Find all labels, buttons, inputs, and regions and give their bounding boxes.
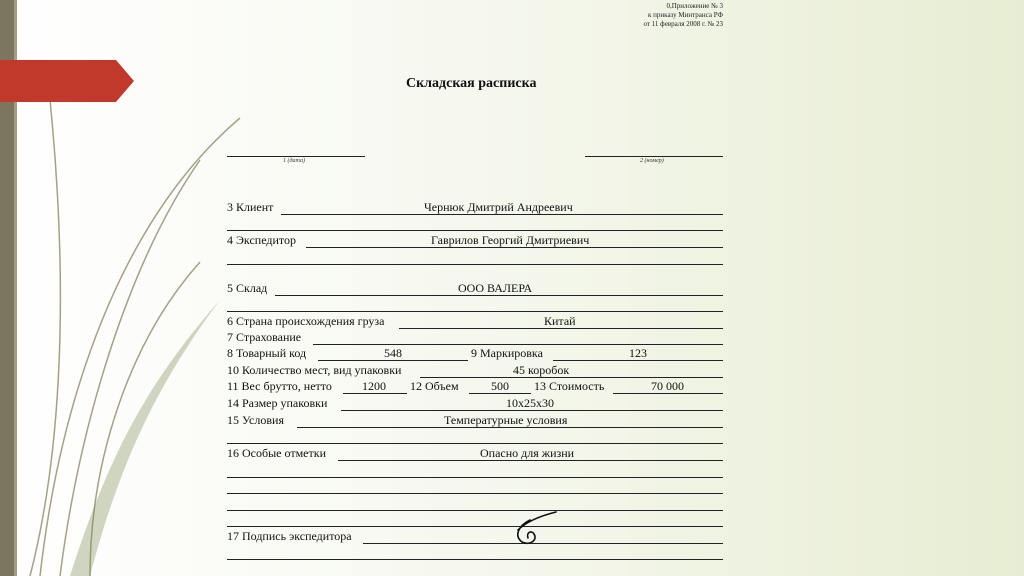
gross-label: 11 Вес брутто, нетто: [227, 379, 332, 393]
marking-label: 9 Маркировка: [471, 346, 543, 360]
signature-image: [512, 508, 564, 548]
warehouse-extra-line: [227, 311, 723, 312]
notes-label: 16 Особые отметки: [227, 446, 326, 460]
reference-line-2: к приказу Минтранса РФ: [648, 11, 723, 19]
origin-value: Китай: [544, 314, 576, 328]
document-title: Складская расписка: [406, 76, 537, 91]
reference-line-3: от 11 февраля 2008 г. № 23: [643, 20, 723, 28]
forwarder-value: Гаврилов Георгий Дмитриевич: [431, 233, 590, 247]
marking-value: 123: [629, 346, 647, 360]
number-line: [585, 156, 723, 157]
notes-extra-line-1: [227, 477, 723, 478]
code-value: 548: [384, 346, 402, 360]
quantity-label: 10 Количество мест, вид упаковки: [227, 363, 402, 377]
notes-extra-line-3: [227, 510, 723, 511]
conditions-value: Температурные условия: [444, 413, 568, 427]
notes-extra-line-4: [227, 526, 723, 527]
origin-label: 6 Страна происхождения груза: [227, 314, 385, 328]
signature-label: 17 Подпись экспедитора: [227, 529, 352, 543]
warehouse-value: ООО ВАЛЕРА: [458, 281, 533, 295]
conditions-label: 15 Условия: [227, 413, 284, 427]
forwarder-extra-line: [227, 264, 723, 265]
client-value: Чернюк Дмитрий Андреевич: [424, 200, 573, 214]
client-label: 3 Клиент: [227, 200, 274, 214]
quantity-value: 45 коробок: [513, 363, 570, 377]
insurance-line: [313, 344, 723, 345]
warehouse-label: 5 Склад: [227, 281, 268, 295]
volume-label: 12 Объем: [410, 379, 459, 393]
red-tab-shape: [0, 60, 134, 102]
signature-extra-line: [227, 559, 723, 560]
date-caption: 1 (дата): [283, 158, 305, 164]
client-extra-line: [227, 230, 723, 231]
number-caption: 2 (номер): [640, 158, 664, 164]
notes-extra-line-2: [227, 493, 723, 494]
forwarder-label: 4 Экспедитор: [227, 233, 296, 247]
date-line: [227, 156, 365, 157]
cost-label: 13 Стоимость: [534, 379, 605, 393]
size-label: 14 Размер упаковки: [227, 396, 328, 410]
conditions-extra-line: [227, 443, 723, 444]
size-value: 10x25x30: [506, 396, 554, 410]
cost-value: 70 000: [651, 379, 684, 393]
notes-value: Опасно для жизни: [480, 446, 575, 460]
reference-note: [643, 2, 723, 29]
gross-value: 1200: [362, 379, 386, 393]
code-label: 8 Товарный код: [227, 346, 307, 360]
volume-value: 500: [491, 379, 509, 393]
reference-line-1: 0,Приложение № 3: [666, 2, 723, 10]
insurance-label: 7 Страхование: [227, 330, 302, 344]
quantity-line: [420, 377, 723, 378]
